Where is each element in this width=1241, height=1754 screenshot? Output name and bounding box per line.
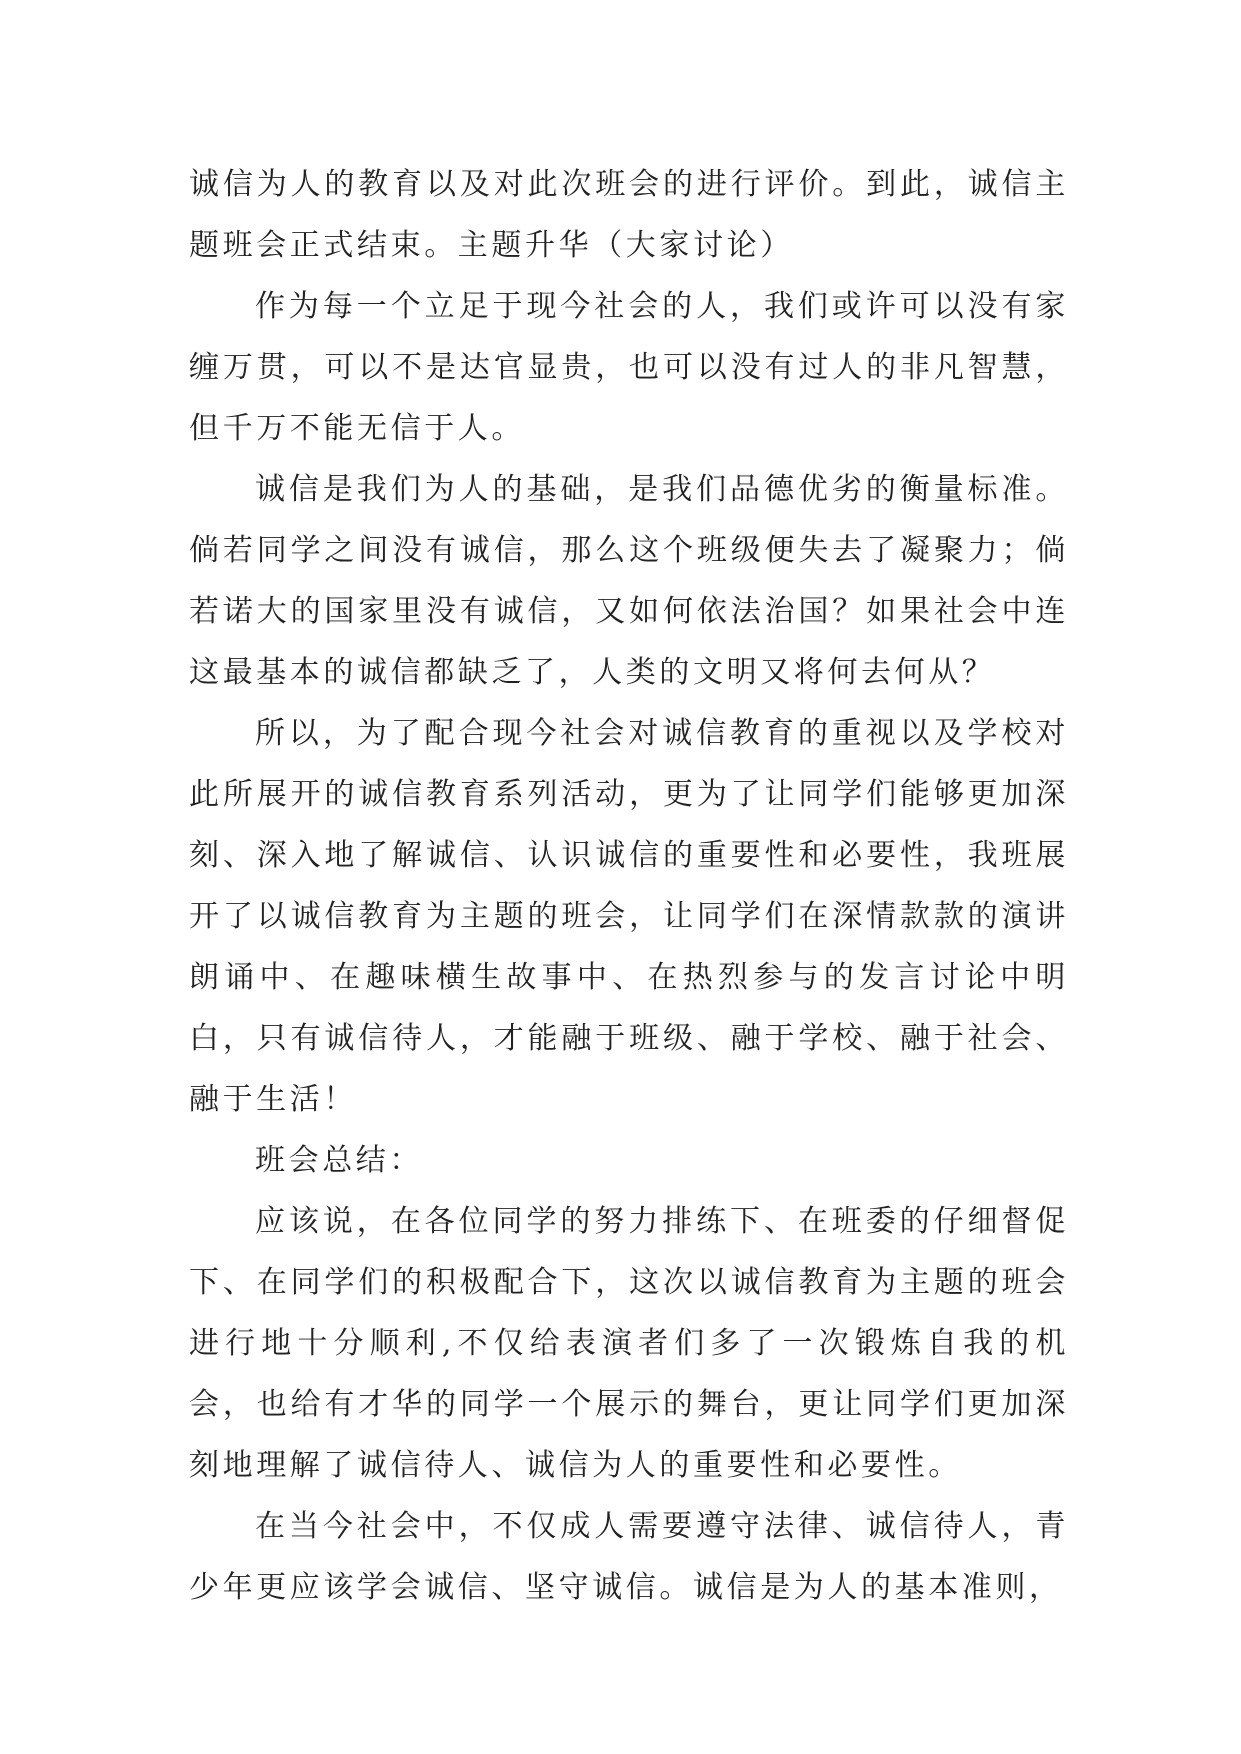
- paragraph: 诚信是我们为人的基础，是我们品德优劣的衡量标准。倘若同学之间没有诚信，那么这个班级便失去了凝聚力；倘若诺大的国家里没有诚信，又如何依法治国？如果社会中连这最基本的诚信都缺乏了，人类的文明又将何去何从？: [189, 472, 1069, 690]
- paragraph-continuation: 诚信为人的教育以及对此次班会的进行评价。到此，诚信主题班会正式结束。主题升华（大家讨论）: [189, 167, 1069, 263]
- paragraph: 应该说，在各位同学的努力排练下、在班委的仔细督促下、在同学们的积极配合下，这次以诚信教育为主题的班会进行地十分顺利,不仅给表演者们多了一次锻炼自我的机会，也给有才华的同学一个展示的舞台，更让同学们更加深刻地理解了诚信待人、诚信为人的重要性和必要性。: [189, 1204, 1069, 1483]
- paragraph: 所以，为了配合现今社会对诚信教育的重视以及学校对此所展开的诚信教育系列活动，更为了让同学们能够更加深刻、深入地了解诚信、认识诚信的重要性和必要性，我班展开了以诚信教育为主题的班会，让同学们在深情款款的演讲朗诵中、在趣味横生故事中、在热烈参与的发言讨论中明白，只有诚信待人，才能融于班级、融于学校、融于社会、融于生活！: [189, 716, 1069, 1117]
- document-body: [189, 154, 1069, 1618]
- paragraph: 在当今社会中，不仅成人需要遵守法律、诚信待人，青少年更应该学会诚信、坚守诚信。诚信是为人的基本准则，: [189, 1509, 1069, 1605]
- paragraph: 作为每一个立足于现今社会的人，我们或许可以没有家缠万贯，可以不是达官显贵，也可以没有过人的非凡智慧，但千万不能无信于人。: [189, 289, 1069, 446]
- section-heading: 班会总结：: [255, 1143, 423, 1178]
